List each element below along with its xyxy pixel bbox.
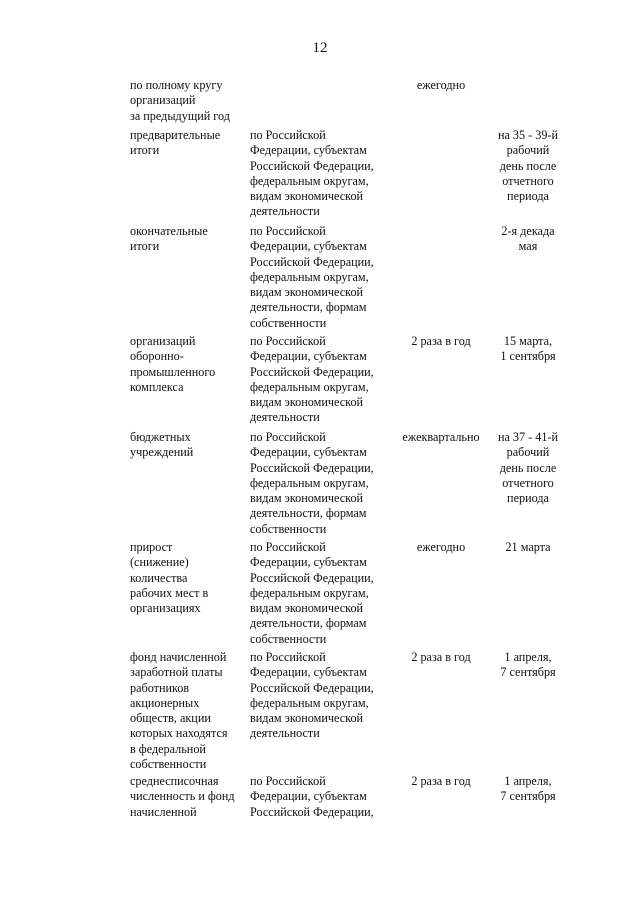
aggregation-level: по Российской Федерации, субъектам Российской Федерации,: [250, 774, 374, 819]
indicator-name: организаций оборонно- промышленного комплекса: [130, 334, 216, 394]
release-date: 2-я декада мая: [501, 224, 555, 254]
aggregation-level: по Российской Федерации, субъектам Российской Федерации, федеральным округам, видам экономической деятельности: [250, 650, 374, 741]
release-date: 1 апреля, 7 сентября: [500, 774, 556, 804]
release-date: 21 марта: [505, 540, 551, 554]
aggregation-level: по Российской Федерации, субъектам Российской Федерации, федеральным округам, видам экономической деятельности, формам собственности: [250, 224, 374, 330]
aggregation-level: по Российской Федерации, субъектам Российской Федерации, федеральным округам, видам экономической деятельности, формам собственности: [250, 430, 374, 536]
release-date: на 35 - 39-й рабочий день после отчетного периода: [497, 128, 559, 204]
frequency: ежегодно: [416, 78, 466, 92]
release-date: на 37 - 41-й рабочий день после отчетного периода: [497, 430, 559, 506]
indicator-name: фонд начисленной заработной платы работников акционерных обществ, акции которых находятся в федеральной собственности: [130, 650, 228, 772]
frequency: ежеквартально: [402, 430, 480, 444]
indicator-name: бюджетных учреждений: [130, 430, 194, 460]
frequency: 2 раза в год: [411, 774, 471, 788]
aggregation-level: по Российской Федерации, субъектам Российской Федерации, федеральным округам, видам экономической деятельности: [250, 334, 374, 425]
release-date: 15 марта, 1 сентября: [500, 334, 556, 364]
aggregation-level: по Российской Федерации, субъектам Российской Федерации, федеральным округам, видам экономической деятельности: [250, 128, 374, 219]
aggregation-level: по Российской Федерации, субъектам Российской Федерации, федеральным округам, видам экономической деятельности, формам собственности: [250, 540, 374, 646]
frequency: 2 раза в год: [411, 334, 471, 348]
indicator-name: прирост (снижение) количества рабочих мест в организациях: [130, 540, 209, 616]
page-number: 12: [312, 40, 328, 56]
release-date: 1 апреля, 7 сентября: [500, 650, 556, 680]
indicator-name: окончательные итоги: [130, 224, 208, 254]
frequency: 2 раза в год: [411, 650, 471, 664]
frequency: ежегодно: [416, 540, 466, 554]
indicator-name: по полному кругу организаций за предыдущий год: [130, 78, 230, 123]
indicator-name: среднесписочная численность и фонд начисленной: [130, 774, 235, 819]
indicator-name: предварительные итоги: [130, 128, 221, 158]
